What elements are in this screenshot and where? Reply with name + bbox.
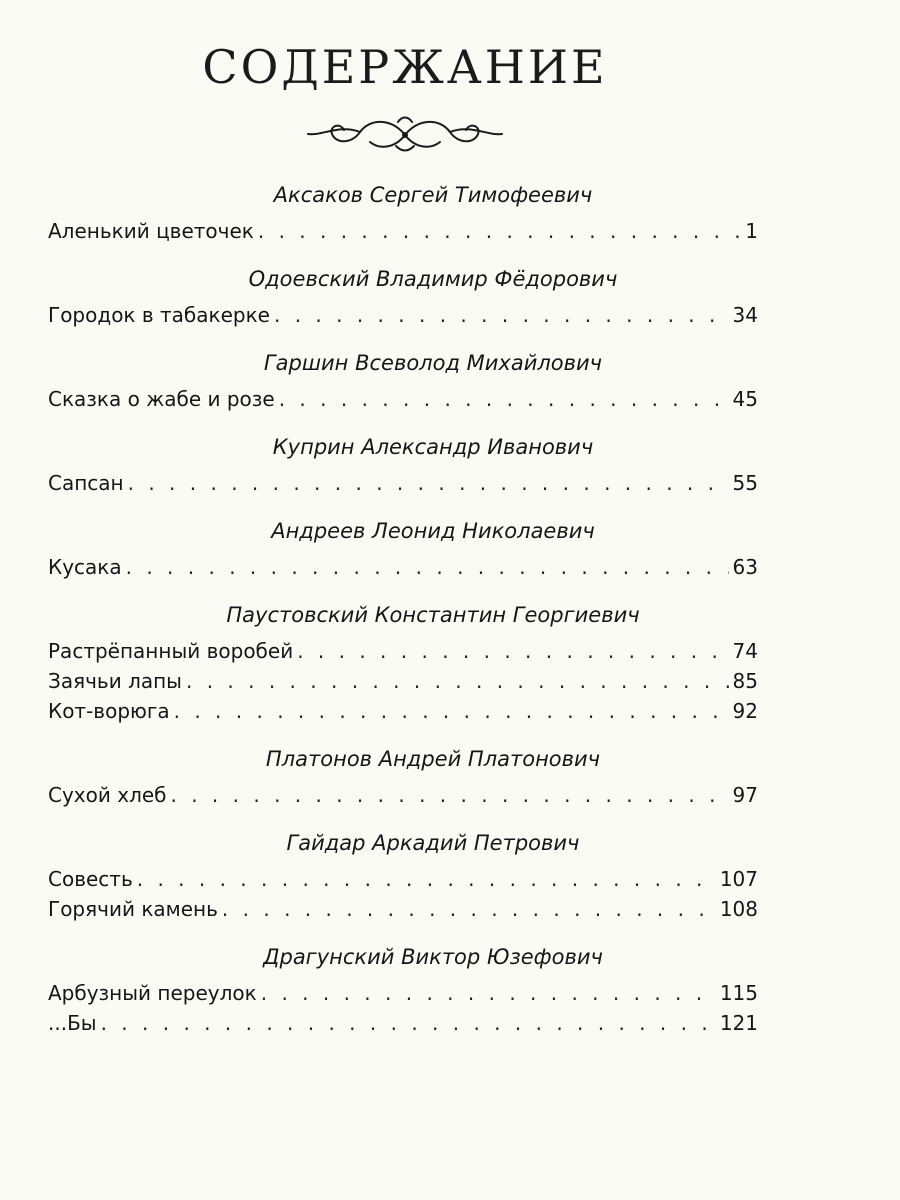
page-number: 85: [732, 669, 758, 693]
dot-leader: [261, 978, 716, 1008]
toc-entry[interactable]: [48, 696, 758, 726]
page-number: 63: [732, 555, 758, 579]
entry-title: Аленький цветочек: [48, 219, 254, 243]
toc-entry[interactable]: [48, 1008, 758, 1038]
page-number: 34: [732, 303, 758, 327]
toc-entry[interactable]: [48, 300, 758, 330]
entry-title: Городок в табакерке: [48, 303, 270, 327]
entry-title: ...Бы: [48, 1011, 97, 1035]
page-number: 74: [732, 639, 758, 663]
dot-leader: [222, 894, 716, 924]
page-title: СОДЕРЖАНИЕ: [202, 40, 608, 94]
entry-title: Растрёпанный воробей: [48, 639, 294, 663]
toc-entry[interactable]: [48, 216, 758, 246]
dot-leader: [186, 666, 729, 696]
page-number: 1: [745, 219, 758, 243]
author-heading: Гайдар Аркадий Петрович: [286, 831, 580, 855]
dot-leader: [126, 552, 729, 582]
dot-leader: [171, 780, 729, 810]
author-heading: Гаршин Всеволод Михайлович: [263, 351, 603, 375]
page-number: 108: [719, 897, 758, 921]
entry-title: Заячьи лапы: [48, 669, 182, 693]
toc-entry[interactable]: [48, 894, 758, 924]
toc-entry[interactable]: [48, 636, 758, 666]
entry-title: Кусака: [48, 555, 122, 579]
page-number: 45: [732, 387, 758, 411]
author-heading: Платонов Андрей Платонович: [265, 747, 601, 771]
author-heading: Андреев Леонид Николаевич: [271, 519, 595, 543]
dot-leader: [274, 300, 729, 330]
page-number: 55: [732, 471, 758, 495]
author-heading: Драгунский Виктор Юзефович: [263, 945, 603, 969]
author-heading: Куприн Александр Иванович: [272, 435, 594, 459]
author-heading: Одоевский Владимир Фёдорович: [248, 267, 618, 291]
toc-entry[interactable]: [48, 864, 758, 894]
page-number: 107: [719, 867, 758, 891]
toc-entry[interactable]: [48, 666, 758, 696]
page-number: 115: [719, 981, 758, 1005]
page-number: 121: [719, 1011, 758, 1035]
author-heading: Паустовский Константин Георгиевич: [226, 603, 640, 627]
entry-title: Арбузный переулок: [48, 981, 257, 1005]
author-heading: Аксаков Сергей Тимофеевич: [273, 183, 593, 207]
dot-leader: [128, 468, 729, 498]
dot-leader: [258, 216, 740, 246]
toc-entry[interactable]: [48, 978, 758, 1008]
dot-leader: [174, 696, 729, 726]
dot-leader: [297, 636, 728, 666]
toc-entry[interactable]: [48, 780, 758, 810]
dot-leader: [101, 1008, 716, 1038]
entry-title: Кот-ворюга: [48, 699, 170, 723]
dot-leader: [137, 864, 716, 894]
entry-title: Сказка о жабе и розе: [48, 387, 275, 411]
toc-entry[interactable]: [48, 552, 758, 582]
dot-leader: [279, 384, 729, 414]
entry-title: Горячий камень: [48, 897, 218, 921]
page-number: 92: [732, 699, 758, 723]
flourish-ornament-icon: [300, 112, 510, 158]
entry-title: Сапсан: [48, 471, 124, 495]
entry-title: Сухой хлеб: [48, 783, 167, 807]
page-number: 97: [732, 783, 758, 807]
table-of-contents: [48, 180, 758, 1038]
toc-entry[interactable]: [48, 384, 758, 414]
toc-entry[interactable]: [48, 468, 758, 498]
entry-title: Совесть: [48, 867, 133, 891]
